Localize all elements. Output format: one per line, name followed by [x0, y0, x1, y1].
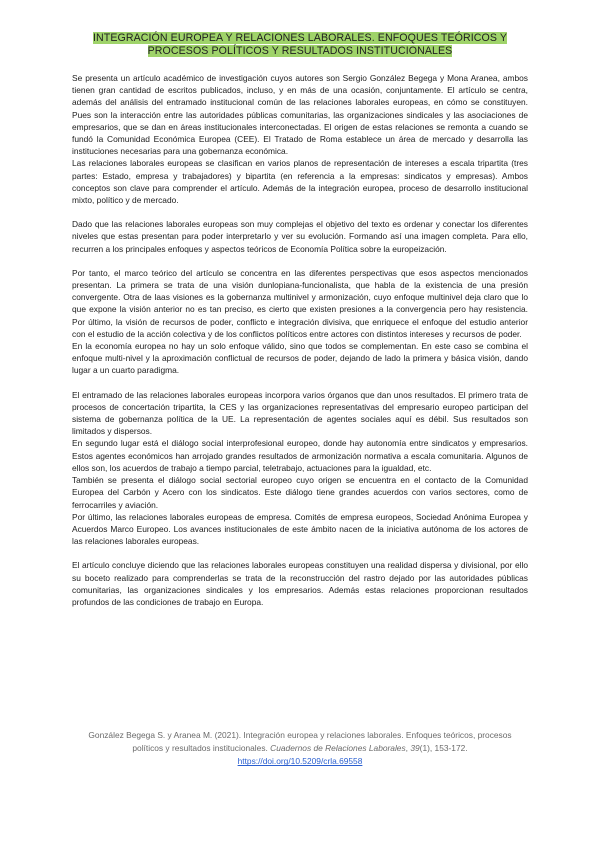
document-body [72, 72, 528, 608]
doi-link[interactable]: https://doi.org/10.5209/crla.69558 [237, 756, 363, 767]
paragraph-interprofessional-dialogue: En segundo lugar está el diálogo social interprofesional europeo, donde hay autonomía entre sindicatos y empresarios. Estos agentes económicos han arrojado grandes resultados de armonización normativa a escala comunitaria. Algunos de ellos son, los acuerdos de trabajo a tiempo parcial, teletrabajo, actuaciones para la igualdad, etc. [72, 438, 528, 473]
paragraph-objective: Dado que las relaciones laborales europeas son muy complejas el objetivo del texto es ordenar y conectar los diferentes niveles que estas presentan para poder interpretarlo y ver su evolución. Formando así una imagen completa. Para ello, recurren a los principales enfoques y aspectos teóricos de Economía Política sobre la europeización. [72, 219, 528, 254]
paragraph-classification: Las relaciones laborales europeas se clasifican en varios planos de representación de intereses a escala tripartita (tres partes: Estado, empresa y trabajadores) y bipartita (en referencia a la empresas: sindicatos y empresas). Ambos conceptos son clave para comprender el artículo. Además de la integración europea, proceso de desarrollo institucional mixto, político y de mercado. [72, 158, 528, 206]
citation-doi-line [84, 755, 516, 768]
paragraph-institutional-framework: El entramado de las relaciones laborales europeas incorpora varios órganos que dan unos resultados. El primero trata de procesos de concertación tripartita, la CES y las organizaciones representativas del empresario europeo participan del sistema de gobernanza política de la UE. La representación de agentes sociales aquí es débil. Sus resultados son limitados y dispersos. [72, 389, 528, 437]
citation-volume: 39 [410, 743, 420, 754]
paragraph-european-economy: En la economía europea no hay un solo enfoque válido, sino que todos se complementan. En este caso se combina el enfoque multi-nivel y la aproximación conflictual de recursos de poder, dejando de lado la primera y básica visión, dando lugar a un cuarto paradigma. [72, 341, 528, 376]
paragraph-gap [72, 547, 528, 559]
citation [84, 729, 516, 769]
paragraph-gap [72, 377, 528, 389]
paragraph-conclusion: El artículo concluye diciendo que las relaciones laborales europeas constituyen una realidad dispersa y divisional, por ello su boceto realizado para comprenderlas se trata de la reconstrucción del rastro dejado por las autoridades públicas comunitarias, las organizaciones sindicales y los empresarios. Además estas relaciones proporcionan resultados profundos de las condiciones de trabajo en Europa. [72, 560, 528, 607]
citation-prefix: González Begega S. y Aranea M. (2021). Integración europea y relaciones laborales. Enfoques teóricos, procesos políticos y resultados institucionales. [88, 730, 512, 754]
paragraph-sectoral-dialogue: También se presenta el diálogo social sectorial europeo cuyo origen se encuentra en el contacto de la Comunidad Europea del Carbón y Acero con los sindicatos. Este diálogo tiene grandes acuerdos con varios sectores, como de ferrocarriles y aviación. [72, 475, 528, 510]
document-title [72, 32, 528, 58]
paragraph-theoretical-framework: Por tanto, el marco teórico del artículo se concentra en las diferentes perspectivas que esos aspectos mencionados presentan. La primera se trata de una visión dunlopiana-funcionalista, que habla de la existencia de una presión convergente. Otra de laas visiones es la gobernanza multinivel y armonización, cuyo enfoque multinivel deja claro que lo que expone la visión anterior no es tan preciso, es cierto que existen presiones a la convergencia pero hay resistencia. Por último, la visión de recursos de poder, conflicto e integración divisiva, que enriquece el enfoque del estudio anterior con el estudio de la acción colectiva y de los conflictos políticos entre actores con distintos intereses y recursos de poder. [72, 267, 528, 339]
citation-journal: Cuadernos de Relaciones Laborales [270, 743, 406, 754]
title-highlight: INTEGRACIÓN EUROPEA Y RELACIONES LABORALES. ENFOQUES TEÓRICOS Y PROCESOS POLÍTICOS Y RESULTADOS INSTITUCIONALES [92, 32, 508, 57]
paragraph-intro: Se presenta un artículo académico de investigación cuyos autores son Sergio González Begega y Mona Aranea, ambos tienen gran cantidad de escritos publicados, incluso, y en más de una ocasión, conjuntamente. El artículo se centra, además del análisis del entramado institucional común de las relaciones laborales europeas, en cómo se constituyen. Pues son la interacción entre las autoridades públicas comunitarias, las organizaciones sindicales y las asociaciones de empresarios, que se dan en áreas institucionales interconectadas. El origen de estas relaciones se remonta a cuando se fundó la Comunidad Económica Europea (CEE). El Tratado de Roma establece un área de mercado y desarrolla las instituciones necesarias para una gobernanza económica. [72, 73, 528, 157]
paragraph-gap [72, 255, 528, 267]
citation-text [84, 729, 516, 755]
paragraph-gap [72, 206, 528, 218]
paragraph-company-relations: Por último, las relaciones laborales europeas de empresa. Comités de empresa europeos, Sociedad Anónima Europea y Acuerdos Marco Europeo. Los avances institucionales de este ámbito nacen de la iniciativa autónoma de los actores de las relaciones laborales europeas. [72, 511, 528, 547]
citation-issue: (1), 153-172. [419, 743, 468, 754]
citation-comma: , [405, 743, 411, 754]
